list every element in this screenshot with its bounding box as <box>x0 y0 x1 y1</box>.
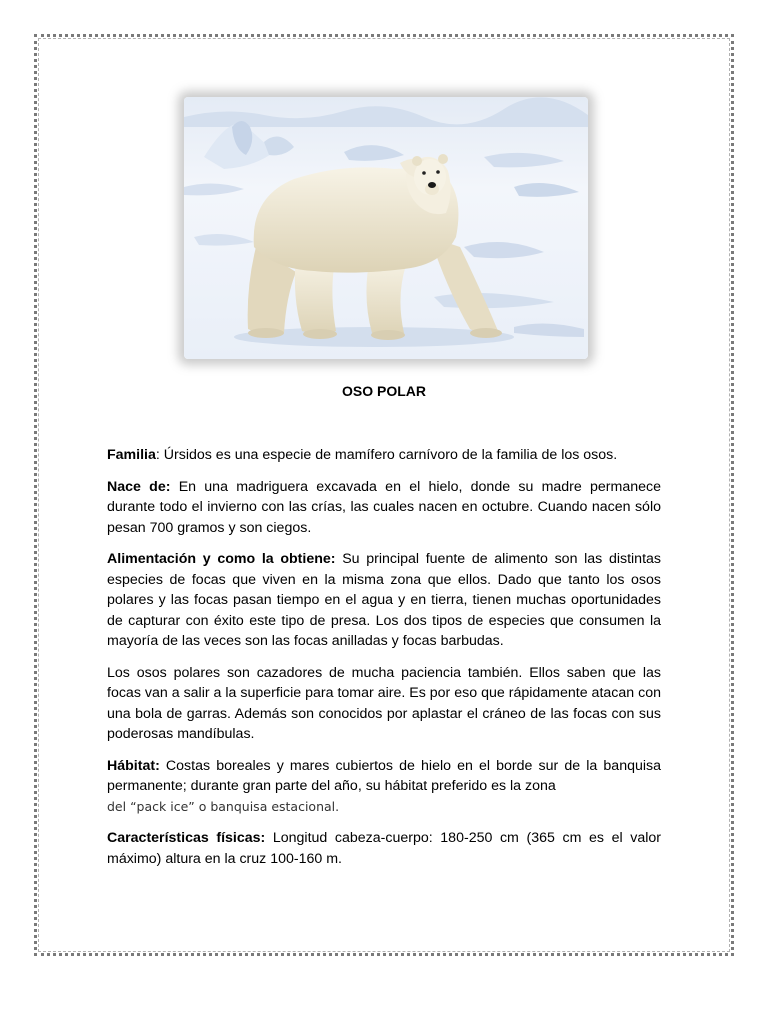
label-habitat: Hábitat: <box>107 757 160 774</box>
text-cazadores: Los osos polares son cazadores de mucha paciencia también. Ellos saben que las focas van a salir a la superficie para tomar aire. Es por eso que rápidamente atacan con una bola de garras. Además son conocidos por aplastar el cráneo de las focas con sus poderosas mandíbulas. <box>107 664 661 742</box>
text-familia: : Úrsidos es una especie de mamífero carnívoro de la familia de los osos. <box>155 447 618 463</box>
label-caracteristicas: Características físicas: <box>107 830 266 846</box>
label-alimentacion: Alimentación y como la obtiene: <box>107 551 336 567</box>
label-nace-de: Nace de: <box>107 478 171 495</box>
paragraph-familia <box>107 445 661 466</box>
document-body <box>107 445 661 880</box>
paragraph-habitat <box>107 756 661 818</box>
text-habitat: Costas boreales y mares cubiertos de hielo en el borde sur de la banquisa permanente; durante gran parte del año, su hábitat preferido es la zona <box>107 757 661 794</box>
page-title: OSO POLAR <box>341 383 426 399</box>
text-alimentacion: Su principal fuente de alimento son las distintas especies de focas que viven en la misma zona que ellos. Dado que tanto los osos polares y las focas pasan tiempo en el agua y en tierra, tienen muchas oportunidades de capturar con éxito este tipo de presa. Los dos tipos de especies que consumen la mayoría de las veces son las focas anilladas y focas barbudas. <box>107 551 661 649</box>
label-familia: Familia <box>107 447 156 463</box>
text-nace-de: En una madriguera excavada en el hielo, donde su madre permanece durante todo el invierno con las crías, las cuales nacen en octubre. Cuando nacen sólo pesan 700 gramos y son ciegos. <box>107 478 662 536</box>
text-caracteristicas: Longitud cabeza-cuerpo: 180-250 cm (365 cm es el valor máximo) altura en la cruz 100-160 m. <box>107 830 661 867</box>
paragraph-cazadores <box>107 663 661 745</box>
paragraph-nace-de <box>107 477 661 539</box>
polar-bear-illustration <box>184 97 588 359</box>
paragraph-caracteristicas <box>107 828 661 869</box>
polar-bear-photo <box>184 97 588 359</box>
text-habitat-continued: del “pack ice” o banquisa estacional. <box>107 798 340 814</box>
paragraph-alimentacion <box>107 549 661 652</box>
